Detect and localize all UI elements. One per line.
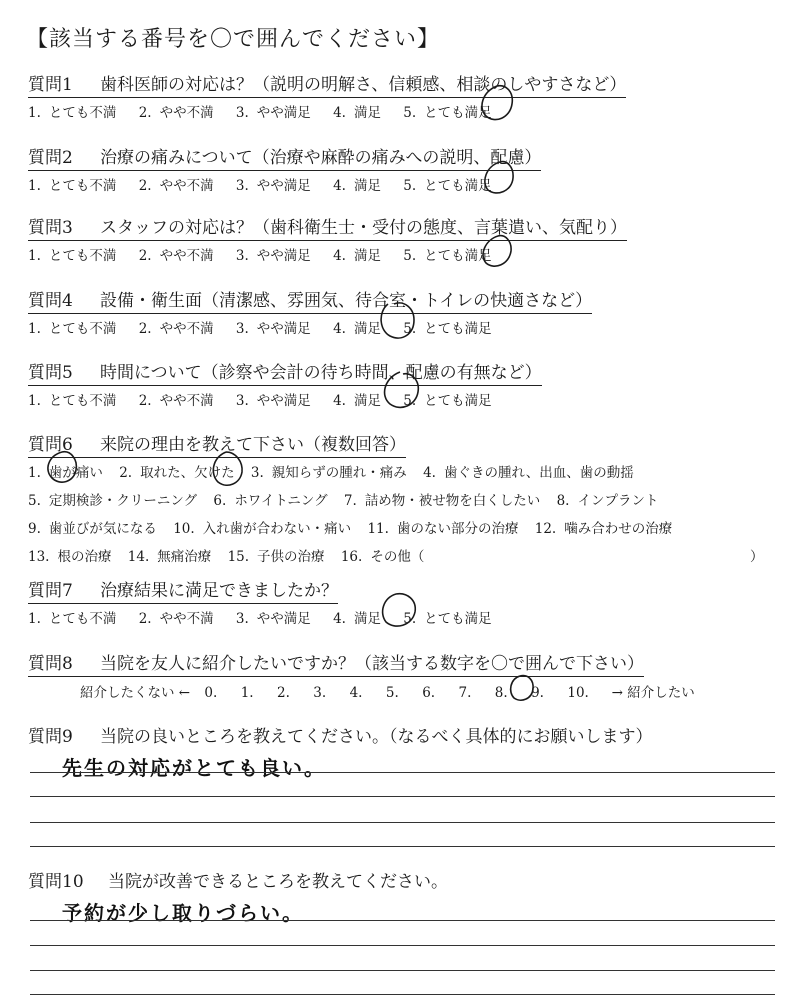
option-label: 満足 bbox=[353, 393, 381, 409]
option-label: とても満足 bbox=[424, 248, 492, 264]
option-label: 親知らずの腫れ・痛み bbox=[271, 465, 407, 481]
question-9-answer[interactable]: 先生の対応がとても良い。 bbox=[62, 756, 326, 780]
option-label: やや不満 bbox=[159, 105, 214, 121]
q6-option-13[interactable] bbox=[28, 545, 111, 565]
option-label: 満足 bbox=[353, 248, 381, 264]
question-10-answer[interactable]: 予約が少し取りづらい。 bbox=[62, 901, 304, 925]
option-label: とても満足 bbox=[424, 105, 492, 121]
question-8-text: 当院を友人に紹介したいですか？（該当する数字を〇で囲んで下さい） bbox=[100, 654, 644, 674]
q1-option-5[interactable] bbox=[403, 101, 491, 121]
question-4-options bbox=[28, 317, 592, 337]
q6-option-2[interactable] bbox=[119, 461, 234, 481]
answer-line bbox=[30, 994, 775, 995]
option-number: 2. bbox=[119, 465, 133, 481]
option-number: 4. bbox=[333, 178, 346, 194]
q5-option-1[interactable] bbox=[28, 389, 116, 409]
option-number: 3. bbox=[235, 393, 249, 409]
answer-line bbox=[30, 920, 775, 921]
option-number: 3. bbox=[235, 105, 249, 121]
q1-option-2[interactable] bbox=[139, 101, 214, 121]
question-1 bbox=[28, 70, 626, 121]
question-7-title bbox=[28, 576, 338, 604]
q7-option-1[interactable] bbox=[28, 607, 116, 627]
q2-option-2[interactable] bbox=[139, 174, 214, 194]
question-6-row-3 bbox=[28, 517, 773, 542]
other-close-paren: ） bbox=[750, 549, 764, 565]
option-number: 2. bbox=[138, 611, 152, 627]
option-number: 5. bbox=[403, 248, 417, 264]
option-number: 4. bbox=[423, 465, 436, 481]
q5-option-5[interactable] bbox=[403, 389, 491, 409]
question-3-title bbox=[28, 213, 627, 241]
q4-option-2[interactable] bbox=[139, 317, 214, 337]
scale-value-0[interactable]: 0. bbox=[204, 685, 218, 701]
option-number: 6. bbox=[213, 493, 227, 509]
q6-option-7[interactable] bbox=[344, 489, 540, 509]
answer-line bbox=[30, 822, 775, 823]
option-label: とても不満 bbox=[48, 321, 117, 337]
option-number: 5. bbox=[403, 321, 417, 337]
question-6-row-4 bbox=[28, 545, 773, 570]
q4-option-3[interactable] bbox=[236, 317, 311, 337]
option-label: 歯ぐきの腫れ、出血、歯の動揺 bbox=[443, 465, 634, 481]
scale-right-label: → 紹介したい bbox=[611, 685, 695, 701]
question-2-number: 質問2 bbox=[28, 148, 73, 168]
question-5 bbox=[28, 358, 542, 409]
question-5-options bbox=[28, 389, 542, 409]
question-1-text: 歯科医師の対応は？（説明の明解さ、信頼感、相談のしやすさなど） bbox=[100, 75, 627, 95]
question-2-text: 治療の痛みについて（治療や麻酔の痛みへの説明、配慮） bbox=[100, 148, 542, 168]
q2-option-4[interactable] bbox=[333, 174, 381, 194]
option-label: とても満足 bbox=[424, 178, 492, 194]
question-1-options bbox=[28, 101, 626, 121]
question-6 bbox=[28, 430, 773, 570]
option-number: 1. bbox=[28, 321, 41, 337]
option-number: 4. bbox=[333, 248, 346, 264]
option-number: 1. bbox=[28, 248, 41, 264]
q6-option-8[interactable] bbox=[557, 489, 659, 509]
question-9-title bbox=[28, 722, 653, 747]
question-1-number: 質問1 bbox=[28, 75, 73, 95]
q6-option-10[interactable] bbox=[173, 517, 351, 537]
option-number: 9. bbox=[28, 521, 41, 537]
q1-option-1[interactable] bbox=[28, 101, 116, 121]
q7-option-2[interactable] bbox=[139, 607, 214, 627]
question-9-text: 当院の良いところを教えてください。（なるべく具体的にお願いします） bbox=[100, 727, 653, 747]
option-number: 2. bbox=[138, 321, 152, 337]
option-number: 3. bbox=[235, 248, 249, 264]
question-4 bbox=[28, 286, 592, 337]
question-7-options bbox=[28, 607, 510, 627]
option-label: 入れ歯が合わない・痛い bbox=[202, 521, 352, 537]
option-label: 根の治療 bbox=[57, 549, 112, 565]
question-2 bbox=[28, 143, 541, 194]
question-5-number: 質問5 bbox=[28, 363, 73, 383]
option-label: 無痛治療 bbox=[157, 549, 212, 565]
answer-line bbox=[30, 772, 775, 773]
option-label: 満足 bbox=[353, 321, 381, 337]
option-number: 5. bbox=[403, 393, 417, 409]
question-3-number: 質問3 bbox=[28, 218, 73, 238]
question-3-text: スタッフの対応は？（歯科衛生士・受付の態度、言葉遣い、気配り） bbox=[100, 218, 627, 238]
question-7 bbox=[28, 576, 510, 627]
option-number: 1. bbox=[28, 105, 41, 121]
option-number: 1. bbox=[28, 178, 41, 194]
scale-value-9[interactable]: 9. bbox=[531, 685, 544, 701]
option-label: その他（ bbox=[370, 549, 425, 565]
option-number: 4. bbox=[333, 321, 346, 337]
option-number: 2. bbox=[138, 393, 152, 409]
option-label: とても不満 bbox=[48, 611, 117, 627]
answer-line bbox=[30, 970, 775, 971]
q6-option-9[interactable] bbox=[28, 517, 157, 537]
option-label: 満足 bbox=[353, 178, 381, 194]
question-9 bbox=[28, 722, 653, 747]
q4-option-1[interactable] bbox=[28, 317, 116, 337]
option-number: 13. bbox=[28, 549, 50, 565]
option-label: とても不満 bbox=[48, 105, 117, 121]
option-number: 3. bbox=[235, 178, 249, 194]
option-label: 子供の治療 bbox=[257, 549, 325, 565]
q6-option-1[interactable] bbox=[28, 461, 103, 481]
q6-option-16[interactable] bbox=[341, 545, 424, 565]
question-5-text: 時間について（診察や会計の待ち時間、配慮の有無など） bbox=[100, 363, 542, 383]
question-2-options bbox=[28, 174, 541, 194]
q4-option-4[interactable] bbox=[333, 317, 381, 337]
option-label: 歯並びが気になる bbox=[48, 521, 157, 537]
option-label: 定期検診・クリーニング bbox=[48, 493, 198, 509]
option-number: 2. bbox=[138, 248, 152, 264]
option-number: 4. bbox=[333, 611, 346, 627]
option-label: やや不満 bbox=[159, 178, 214, 194]
question-5-title bbox=[28, 358, 542, 386]
option-label: やや満足 bbox=[256, 321, 311, 337]
question-7-text: 治療結果に満足できましたか？ bbox=[100, 581, 338, 601]
question-8 bbox=[28, 649, 695, 701]
question-3-options bbox=[28, 244, 627, 264]
question-6-row-1 bbox=[28, 461, 773, 486]
q6-option-6[interactable] bbox=[213, 489, 327, 509]
scale-value-2[interactable]: 2. bbox=[277, 685, 290, 701]
question-4-text: 設備・衛生面（清潔感、雰囲気、待合室・トイレの快適さなど） bbox=[100, 291, 593, 311]
question-6-title bbox=[28, 430, 406, 458]
scale-value-1[interactable]: 1. bbox=[240, 685, 254, 701]
option-label: 歯のない部分の治療 bbox=[396, 521, 519, 537]
option-label: 満足 bbox=[353, 105, 381, 121]
option-label: とても満足 bbox=[424, 321, 492, 337]
option-number: 8. bbox=[556, 493, 570, 509]
scale-value-4[interactable]: 4. bbox=[349, 685, 363, 701]
option-label: ホワイトニング bbox=[234, 493, 328, 509]
q5-option-4[interactable] bbox=[333, 389, 381, 409]
scale-value-10[interactable]: 10. bbox=[567, 685, 589, 701]
q2-option-3[interactable] bbox=[236, 174, 311, 194]
option-label: やや満足 bbox=[256, 105, 311, 121]
q6-option-15[interactable] bbox=[228, 545, 325, 565]
answer-line bbox=[30, 945, 775, 946]
option-number: 3. bbox=[235, 321, 249, 337]
option-number: 2. bbox=[138, 178, 152, 194]
option-number: 1. bbox=[28, 611, 41, 627]
option-number: 10. bbox=[173, 521, 195, 537]
option-label: やや不満 bbox=[159, 321, 214, 337]
option-number: 3. bbox=[250, 465, 264, 481]
question-10-title bbox=[28, 867, 448, 892]
option-number: 12. bbox=[534, 521, 557, 537]
option-label: やや満足 bbox=[256, 248, 311, 264]
option-number: 1. bbox=[28, 393, 41, 409]
option-label: やや不満 bbox=[159, 248, 214, 264]
option-label: 歯が痛い bbox=[48, 465, 103, 481]
question-10-number: 質問10 bbox=[28, 872, 84, 892]
question-10 bbox=[28, 867, 448, 892]
option-number: 4. bbox=[333, 105, 346, 121]
q3-option-1[interactable] bbox=[28, 244, 116, 264]
option-number: 16. bbox=[340, 549, 363, 565]
option-label: 満足 bbox=[353, 611, 381, 627]
q6-option-11[interactable] bbox=[367, 517, 518, 537]
question-10-text: 当院が改善できるところを教えてください。 bbox=[108, 872, 448, 892]
scale-value-6[interactable]: 6. bbox=[422, 685, 436, 701]
q7-option-5[interactable] bbox=[403, 607, 491, 627]
option-number: 5. bbox=[403, 178, 417, 194]
option-label: とても不満 bbox=[48, 248, 117, 264]
q6-option-14[interactable] bbox=[128, 545, 211, 565]
answer-line bbox=[30, 846, 775, 847]
q3-option-5[interactable] bbox=[403, 244, 491, 264]
option-label: 取れた、欠けた bbox=[140, 465, 235, 481]
question-8-title bbox=[28, 649, 644, 677]
option-label: とても不満 bbox=[48, 393, 117, 409]
option-label: インプラント bbox=[577, 493, 659, 509]
question-8-number: 質問8 bbox=[28, 654, 73, 674]
q6-option-5[interactable] bbox=[28, 489, 197, 509]
q4-option-5[interactable] bbox=[403, 317, 491, 337]
q1-option-3[interactable] bbox=[236, 101, 311, 121]
option-number: 5. bbox=[28, 493, 41, 509]
question-7-number: 質問7 bbox=[28, 581, 73, 601]
scale-value-7[interactable]: 7. bbox=[458, 685, 472, 701]
option-label: やや満足 bbox=[256, 393, 311, 409]
option-label: とても満足 bbox=[424, 611, 492, 627]
option-number: 3. bbox=[235, 611, 249, 627]
option-number: 11. bbox=[367, 521, 389, 537]
q3-option-3[interactable] bbox=[236, 244, 311, 264]
q2-option-5[interactable] bbox=[403, 174, 491, 194]
scale-value-3[interactable]: 3. bbox=[313, 685, 327, 701]
q3-option-4[interactable] bbox=[333, 244, 381, 264]
option-label: 噛み合わせの治療 bbox=[564, 521, 673, 537]
q1-option-4[interactable] bbox=[333, 101, 381, 121]
option-number: 5. bbox=[403, 611, 417, 627]
option-number: 5. bbox=[403, 105, 417, 121]
question-6-text: 来院の理由を教えて下さい（複数回答） bbox=[100, 435, 406, 455]
q7-option-4[interactable] bbox=[333, 607, 381, 627]
recommend-scale bbox=[80, 681, 695, 701]
question-1-title bbox=[28, 70, 626, 98]
question-4-title bbox=[28, 286, 592, 314]
q6-option-12[interactable] bbox=[535, 517, 672, 537]
question-2-title bbox=[28, 143, 541, 171]
option-number: 4. bbox=[333, 393, 346, 409]
option-label: やや満足 bbox=[256, 178, 311, 194]
q7-option-3[interactable] bbox=[236, 607, 311, 627]
instruction-heading: 【該当する番号を〇で囲んでください】 bbox=[26, 27, 441, 52]
option-label: やや不満 bbox=[159, 611, 214, 627]
scale-left-label: 紹介したくない ← bbox=[80, 685, 191, 701]
question-9-number: 質問9 bbox=[28, 727, 73, 747]
q6-option-3[interactable] bbox=[251, 461, 407, 481]
option-number: 1. bbox=[28, 465, 41, 481]
q6-option-4[interactable] bbox=[423, 461, 634, 481]
scale-value-5[interactable]: 5. bbox=[385, 685, 399, 701]
question-6-row-2 bbox=[28, 489, 773, 514]
option-label: とても満足 bbox=[424, 393, 492, 409]
question-3 bbox=[28, 213, 627, 264]
option-label: 詰め物・被せ物を白くしたい bbox=[364, 493, 541, 509]
option-number: 2. bbox=[138, 105, 152, 121]
option-label: やや不満 bbox=[159, 393, 214, 409]
q5-option-2[interactable] bbox=[139, 389, 214, 409]
scale-value-8[interactable]: 8. bbox=[494, 685, 508, 701]
option-number: 7. bbox=[343, 493, 357, 509]
option-label: やや満足 bbox=[256, 611, 311, 627]
option-label: とても不満 bbox=[48, 178, 117, 194]
q2-option-1[interactable] bbox=[28, 174, 116, 194]
option-number: 15. bbox=[227, 549, 250, 565]
option-number: 14. bbox=[127, 549, 150, 565]
answer-line bbox=[30, 796, 775, 797]
q5-option-3[interactable] bbox=[236, 389, 311, 409]
question-6-number: 質問6 bbox=[28, 435, 73, 455]
question-4-number: 質問4 bbox=[28, 291, 73, 311]
q3-option-2[interactable] bbox=[139, 244, 214, 264]
